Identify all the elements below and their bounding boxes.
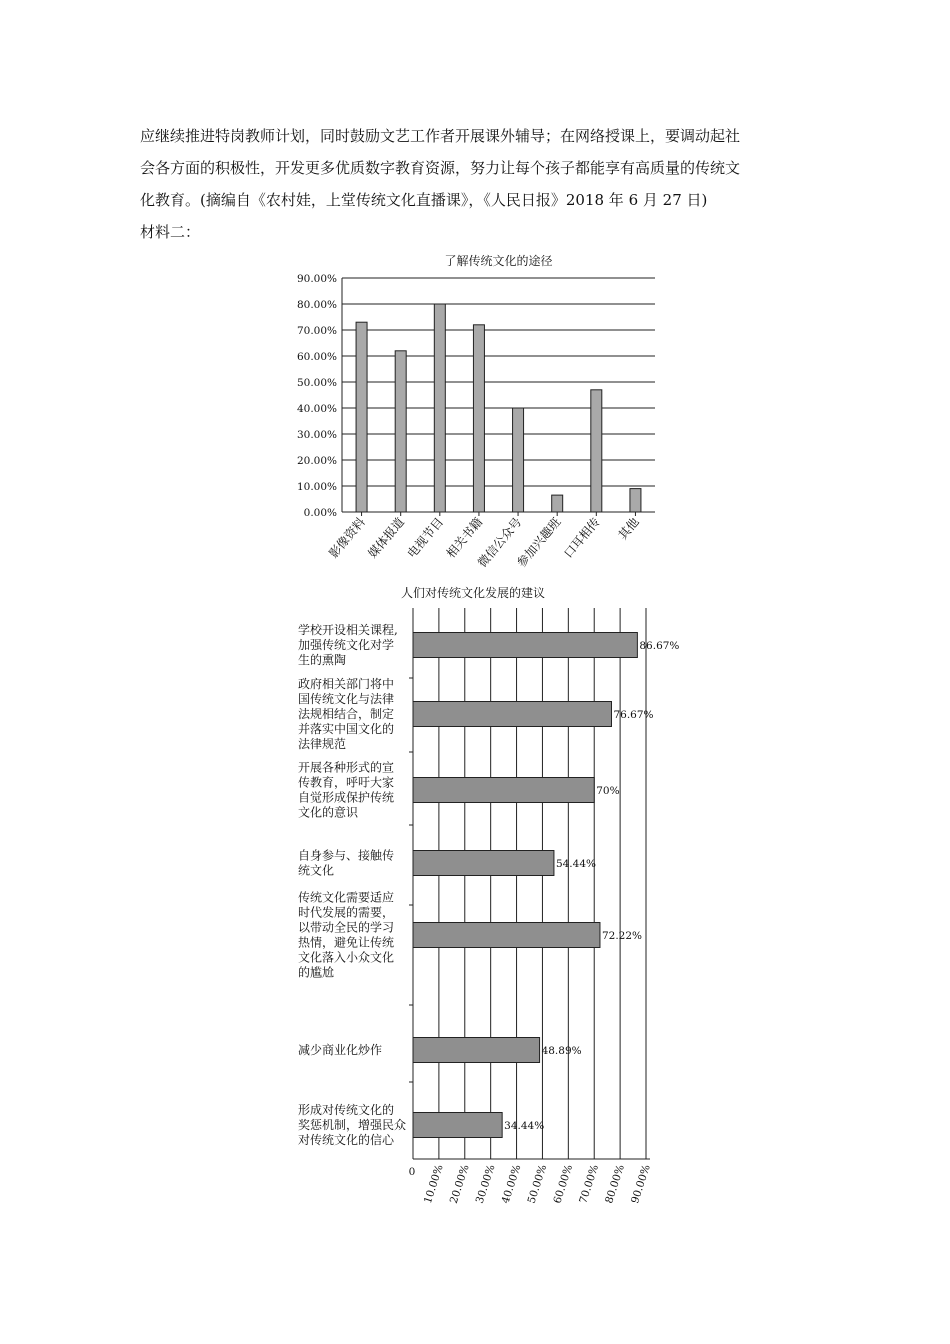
bar [591,390,602,512]
material-label [140,216,820,248]
y-category-label: 法规相结合，制定 [298,707,395,721]
data-label: 48.89% [541,1045,582,1057]
paragraph-line-2 [140,152,820,184]
y-tick-label: 90.00% [296,273,337,285]
bar [413,1038,540,1063]
y-category-label: 奖惩机制，增强民众 [298,1118,407,1132]
y-tick-label: 0.00% [303,507,337,519]
x-tick-label: 0 [408,1166,416,1178]
y-category-label: 传统文化需要适应 [298,890,395,905]
x-tick-label: 30.00% [473,1163,498,1206]
x-tick-label: 影像资料 [326,514,368,561]
y-category-label: 并落实中国文化的 [298,722,395,736]
x-tick-label: 80.00% [603,1163,627,1206]
paragraph-line-1 [140,120,820,152]
y-category-label: 开展各种形式的宣 [298,760,395,775]
y-category-label: 形成对传统文化的 [298,1103,395,1117]
y-tick-label: 50.00% [296,377,337,389]
data-label: 76.67% [613,709,654,721]
x-tick-label: 40.00% [499,1163,524,1206]
y-category-label: 热情，避免让传统 [298,935,395,950]
x-tick-label: 相关书籍 [443,514,486,561]
y-category-label: 文化的意识 [298,805,359,820]
bar [413,778,594,803]
bar [513,408,524,512]
bar [413,1113,502,1138]
bar [356,322,367,512]
bar [413,923,600,948]
paragraph-text: 化教育。(摘编自《农村娃，上堂传统文化直播课》，《人民日报》2018 年 6 月 27 日) [140,191,708,209]
x-tick-label: 口耳相传 [561,514,603,561]
y-tick-label: 20.00% [296,455,337,467]
y-category-label: 传教育，呼吁大家 [298,775,395,790]
bar [434,304,445,512]
bar [552,495,563,512]
y-category-label: 法律规范 [298,737,347,751]
y-category-label: 学校开设相关课程, [298,623,398,637]
x-tick-label: 50.00% [525,1163,550,1206]
y-category-label: 自觉形成保护传统 [298,790,395,805]
data-label: 34.44% [504,1120,545,1132]
y-tick-label: 40.00% [296,403,337,415]
x-tick-label: 微信公众号 [475,514,525,570]
y-category-label: 加强传统文化对学 [298,638,395,652]
y-tick-label: 60.00% [296,351,337,363]
x-tick-label: 90.00% [629,1163,653,1206]
y-category-label: 国传统文化与法律 [298,692,395,706]
bar [413,633,637,658]
paragraph-text: 会各方面的积极性，开发更多优质数字教育资源，努力让每个孩子都能享有高质量的传统文 [140,159,741,177]
y-tick-label: 10.00% [296,481,337,493]
y-category-label: 文化落入小众文化 [298,950,395,965]
y-category-label: 生的熏陶 [298,653,347,667]
bar [630,489,641,512]
bar [395,351,406,512]
x-tick-label: 其他 [615,514,642,543]
suggestions-bar-chart [280,580,680,1220]
bar [413,702,611,727]
ways-bar-chart [280,245,680,580]
y-category-label: 对传统文化的信心 [298,1133,395,1147]
data-label: 70% [596,785,620,797]
y-category-label: 以带动全民的学习 [298,920,395,935]
y-category-label: 统文化 [298,863,335,878]
y-category-label: 时代发展的需要， [298,905,395,920]
y-category-label: 的尴尬 [298,965,335,980]
x-tick-label: 媒体报道 [365,514,407,561]
y-category-label: 自身参与、接触传 [298,848,395,863]
x-tick-label: 10.00% [421,1163,446,1206]
chart-title: 人们对传统文化发展的建议 [400,586,546,600]
data-label: 86.67% [639,640,680,652]
bar [473,325,484,512]
y-category-label: 减少商业化炒作 [298,1043,383,1057]
paragraph-text: 应继续推进特岗教师计划，同时鼓励文艺工作者开展课外辅导；在网络授课上，要调动起社 [140,127,741,145]
paragraph-line-3 [140,184,820,216]
data-label: 54.44% [555,858,596,870]
x-tick-label: 70.00% [577,1163,602,1206]
material-label-text: 材料二： [140,223,201,241]
y-tick-label: 30.00% [296,429,337,441]
x-tick-label: 电视节目 [404,514,447,561]
y-category-label: 政府相关部门将中 [298,677,395,691]
chart-title: 了解传统文化的途径 [444,254,553,268]
x-tick-label: 参加兴趣班 [514,514,564,570]
x-tick-label: 60.00% [551,1163,576,1206]
data-label: 72.22% [601,930,643,942]
bar [413,851,554,876]
y-tick-label: 70.00% [296,325,337,337]
y-tick-label: 80.00% [296,299,337,311]
x-tick-label: 20.00% [447,1163,472,1206]
